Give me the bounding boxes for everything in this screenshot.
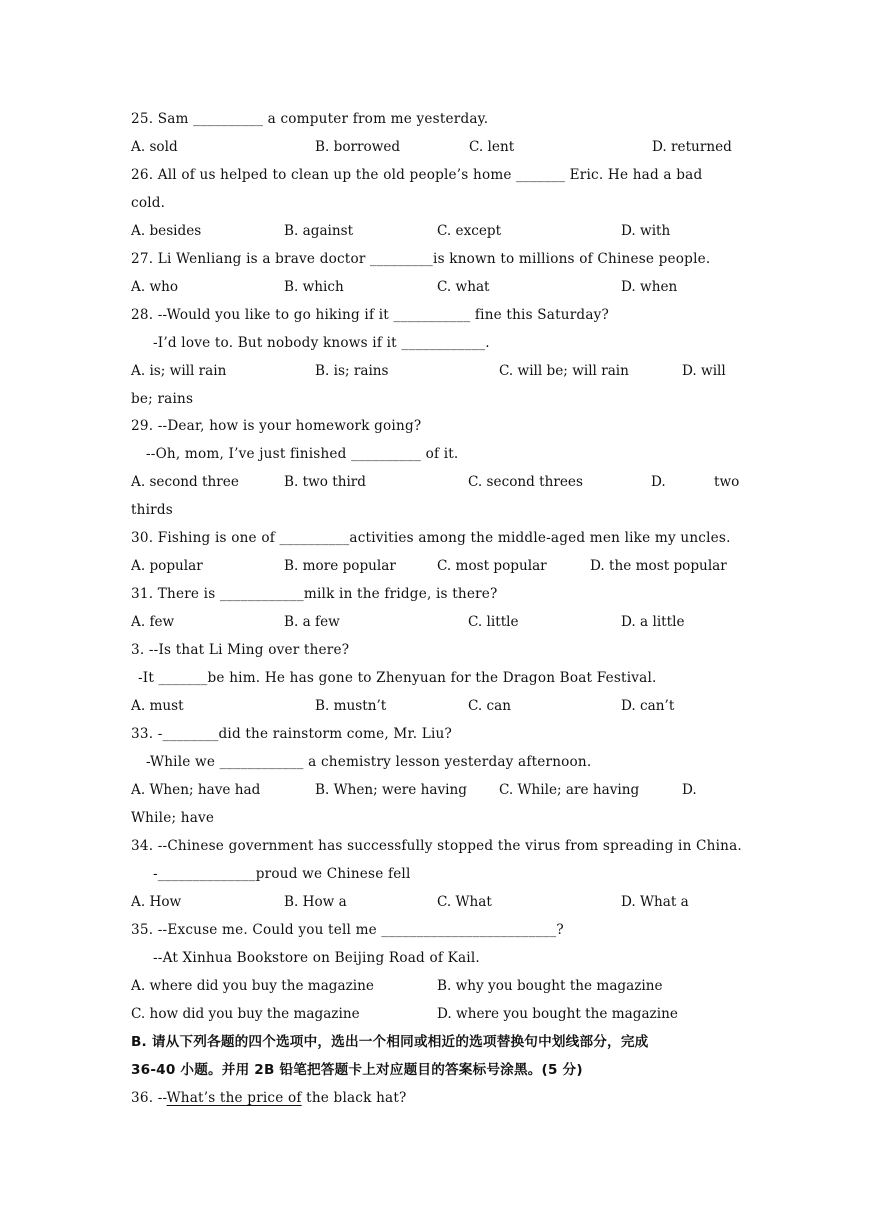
option-d: D. a little [621,614,685,630]
question-29-response: --Oh, mom, I’ve just finished __________ of it. [146,446,459,462]
question-25-options [131,135,737,159]
question-36-suffix: the black hat? [301,1090,407,1106]
question-28-options-cont: be; rains [131,391,194,407]
option-d: D. returned [652,139,732,155]
section-b-instructions: B. 请从下列各题的四个选项中，选出一个相同或相近的选项替换句中划线部分，完成 [131,1034,649,1050]
question-34-response: -______________proud we Chinese fell [153,866,411,882]
question-29-options [131,470,740,494]
underlined-phrase: What’s the price of [166,1090,302,1106]
question-30-stem: 30. Fishing is one of __________activities among the middle-aged men like my uncles. [131,530,731,546]
option-c: C. lent [469,139,515,155]
question-34-options [131,890,737,914]
option-c: C. What [437,894,492,910]
option-a: A. is; will rain [131,363,227,379]
option-c: C. will be; will rain [499,363,629,379]
question-28-stem: 28. --Would you like to go hiking if it ___________ fine this Saturday? [131,307,610,323]
question-34-stem: 34. --Chinese government has successfully stopped the virus from spreading in China. [131,838,742,854]
question-26-stem-cont: cold. [131,195,166,211]
option-d: D. with [621,223,671,239]
question-26-options [131,219,737,243]
option-b: B. why you bought the magazine [437,978,663,994]
question-36-stem [131,1086,406,1110]
option-d: D. [651,474,666,490]
question-28-options [131,359,737,383]
question-27-options [131,275,737,299]
option-a: A. where did you buy the magazine [131,978,374,994]
option-c: C. second threes [468,474,583,490]
option-d: D. will [682,363,726,379]
question-32-stem: 3. --Is that Li Ming over there? [131,642,350,658]
question-33-options [131,778,737,802]
option-d: D. [682,782,697,798]
option-d: D. where you bought the magazine [437,1006,678,1022]
option-a: A. few [131,614,175,630]
option-a: A. How [131,894,182,910]
option-d: D. What a [621,894,689,910]
option-c: C. most popular [437,558,547,574]
question-25-stem: 25. Sam __________ a computer from me yesterday. [131,111,489,127]
question-35-stem: 35. --Excuse me. Could you tell me _________________________? [131,922,564,938]
option-d: D. the most popular [590,558,727,574]
question-33-stem: 33. -________did the rainstorm come, Mr. Liu? [131,726,452,742]
option-c: C. little [468,614,519,630]
question-31-options [131,610,737,634]
option-b: B. against [284,223,354,239]
question-32-options [131,694,737,718]
option-b: B. How a [284,894,347,910]
option-b: B. more popular [284,558,396,574]
option-d-text: two [714,474,740,490]
option-b: B. which [284,279,344,295]
option-b: B. When; were having [315,782,467,798]
option-a: A. must [131,698,184,714]
option-b: B. borrowed [315,139,401,155]
option-a: A. besides [131,223,202,239]
option-c: C. except [437,223,502,239]
option-a: A. sold [131,139,178,155]
option-b: B. two third [284,474,367,490]
option-c: C. While; are having [499,782,640,798]
question-35-options-row2 [131,1002,737,1026]
question-33-options-cont: While; have [131,810,215,826]
question-35-options-row1 [131,974,737,998]
question-29-stem: 29. --Dear, how is your homework going? [131,418,422,434]
option-b: B. mustn’t [315,698,387,714]
question-35-response: --At Xinhua Bookstore on Beijing Road of Kail. [153,950,480,966]
option-b: B. is; rains [315,363,389,379]
option-a: A. second three [131,474,239,490]
question-28-response: -I’d love to. But nobody knows if it ____________. [153,335,490,351]
question-30-options [131,554,737,578]
question-27-stem: 27. Li Wenliang is a brave doctor _________is known to millions of Chinese people. [131,251,711,267]
question-31-stem: 31. There is ____________milk in the fridge, is there? [131,586,498,602]
question-29-options-cont: thirds [131,502,173,518]
question-36-prefix: 36. -- [131,1090,167,1106]
option-d: D. when [621,279,678,295]
option-d: D. can’t [621,698,675,714]
section-b-instructions-cont: 36-40 小题。并用 2B 铅笔把答题卡上对应题目的答案标号涂黑。(5 分) [131,1062,583,1078]
question-32-response: -It _______be him. He has gone to Zhenyuan for the Dragon Boat Festival. [138,670,657,686]
question-26-stem: 26. All of us helped to clean up the old people’s home _______ Eric. He had a bad [131,167,703,183]
option-c: C. how did you buy the magazine [131,1006,360,1022]
option-c: C. what [437,279,490,295]
question-33-response: -While we ____________ a chemistry lesson yesterday afternoon. [146,754,592,770]
option-a: A. When; have had [131,782,261,798]
option-b: B. a few [284,614,340,630]
option-a: A. popular [131,558,203,574]
option-a: A. who [131,279,179,295]
option-c: C. can [468,698,512,714]
